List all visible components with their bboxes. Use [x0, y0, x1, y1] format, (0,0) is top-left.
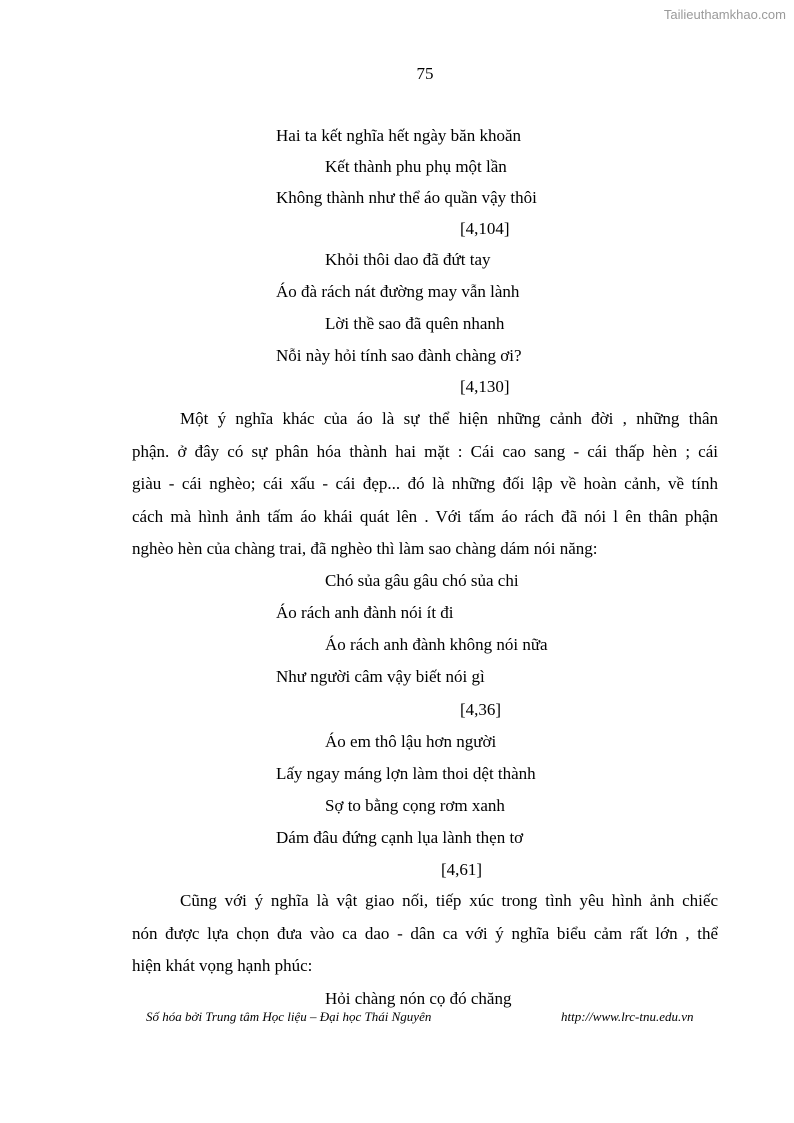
- poem-line: Dám đâu đứng cạnh lụa lành thẹn tơ: [276, 828, 524, 847]
- paragraph-line: hiện khát vọng hạnh phúc:: [132, 956, 313, 975]
- poem-line: Chó sủa gâu gâu chó sủa chi: [325, 571, 519, 590]
- paragraph-line: nón được lựa chọn đưa vào ca dao - dân ca với ý nghĩa biểu cảm rất lớn , thể: [132, 923, 718, 943]
- watermark: Tailieuthamkhao.com: [663, 7, 786, 22]
- body-paragraph: [132, 403, 718, 566]
- poem-line: Sợ to bằng cọng rơm xanh: [325, 796, 505, 815]
- paragraph-line: nghèo hèn của chàng trai, đã nghèo thì làm sao chàng dám nói năng:: [132, 539, 598, 558]
- page-number: 75: [416, 64, 434, 83]
- poem-line: Như người câm vậy biết nói gì: [276, 667, 485, 686]
- paragraph-line: giàu - cái nghèo; cái xấu - cái đẹp... đó là những đối lập về hoàn cảnh, về tính: [132, 474, 718, 493]
- paragraph-line: Cũng với ý nghĩa là vật giao nối, tiếp xúc trong tình yêu hình ảnh chiếc: [180, 891, 718, 910]
- poem-line: Hai ta kết nghĩa hết ngày băn khoăn: [276, 126, 522, 145]
- citation: [4,104]: [460, 219, 510, 238]
- paragraph-line: Một ý nghĩa khác của áo là sự thể hiện những cảnh đời , những thân: [180, 409, 718, 428]
- footer-source: Số hóa bởi Trung tâm Học liệu – Đại học Thái Nguyên: [146, 1009, 432, 1024]
- citation: [4,130]: [460, 377, 510, 396]
- poem-line: Nỗi này hỏi tính sao đành chàng ơi?: [276, 346, 522, 365]
- paragraph-line: phận. ở đây có sự phân hóa thành hai mặt : Cái cao sang - cái thấp hèn ; cái: [132, 441, 718, 461]
- poem-line: Kết thành phu phụ một lần: [325, 157, 507, 176]
- poem-line: Áo em thô lậu hơn người: [325, 732, 497, 751]
- poem-line: Áo đà rách nát đường may vẫn lành: [276, 282, 520, 301]
- body-paragraph: [132, 885, 718, 983]
- poem-line: Áo rách anh đành không nói nữa: [325, 635, 548, 654]
- citation: [4,61]: [441, 860, 483, 879]
- poem-line: Áo rách anh đành nói ít đi: [276, 603, 454, 622]
- poem-line: Khỏi thôi dao đã đứt tay: [325, 250, 491, 269]
- poem-line: Hỏi chàng nón cọ đó chăng: [325, 989, 512, 1008]
- citation: [4,36]: [460, 700, 502, 719]
- footer-url: http://www.lrc-tnu.edu.vn: [561, 1009, 694, 1024]
- paragraph-line: cách mà hình ảnh tấm áo khái quát lên . Với tấm áo rách đã nói l ên thân phận: [132, 506, 718, 526]
- poem-line: Không thành như thể áo quần vậy thôi: [276, 188, 537, 207]
- poem-line: Lấy ngay máng lợn làm thoi dệt thành: [276, 764, 536, 783]
- poem-line: Lời thề sao đã quên nhanh: [325, 314, 505, 333]
